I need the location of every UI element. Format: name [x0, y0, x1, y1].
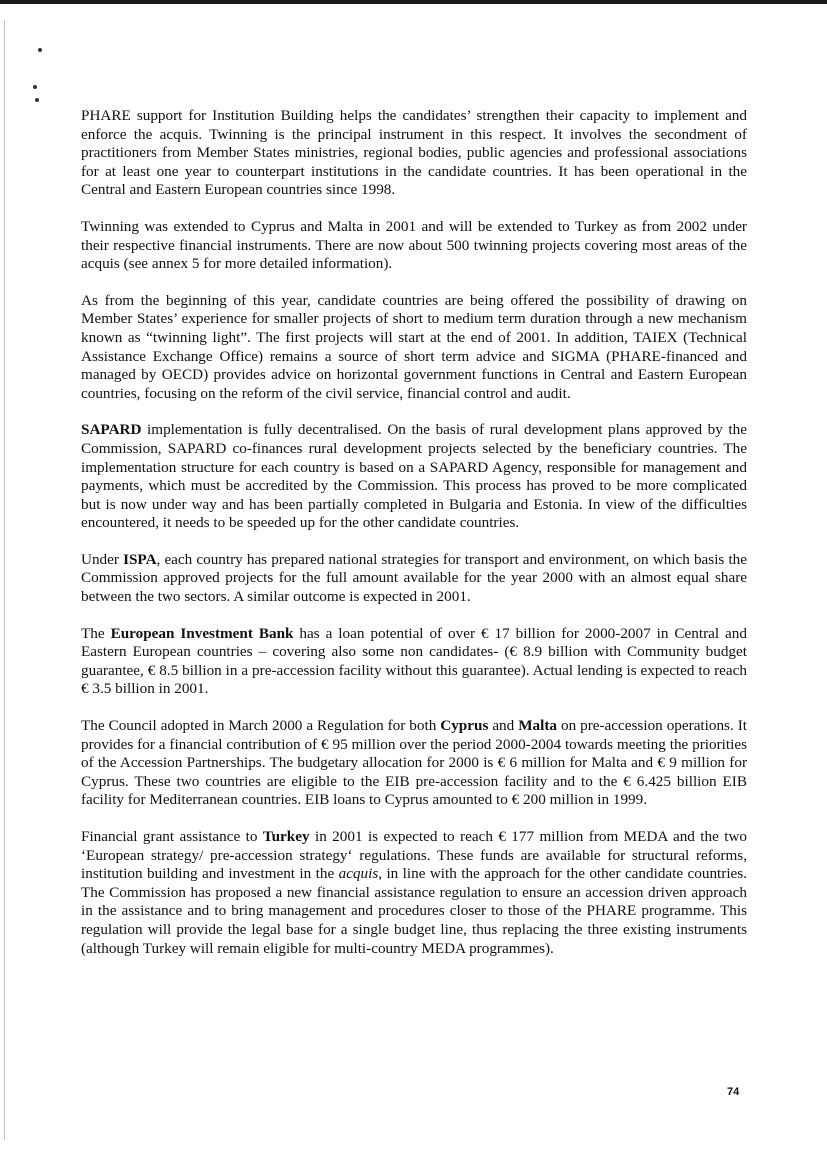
paragraph-twinning-light [81, 292, 747, 404]
paragraph-text: in 2001 is expected to reach € 177 million from MEDA and the two ‘European strategy/ pre-accession strategy‘ regulations. These funds are available for structural reforms, institution building and investment in the [81, 828, 748, 883]
paragraph-text: has a loan potential of over € 17 billion for 2000-2007 in Central and Eastern European countries – covering also some non candidates- (€ 8.9 billion with Community budget guarantee, € 8.5 billion in a pre-accession facility without this guarantee). Actual lending is expected to reach € 3.5 billion in 2001. [81, 624, 747, 698]
top-border-rule [0, 0, 827, 4]
document-body [81, 107, 747, 976]
paragraph-ispa [81, 551, 747, 607]
paragraph-text: Under [81, 550, 124, 568]
left-margin-rule [4, 20, 5, 1140]
scan-speck-dot [33, 85, 37, 89]
bold-term: Cyprus [440, 717, 489, 735]
bold-term: Turkey [262, 828, 310, 845]
bold-term: Malta [518, 717, 558, 735]
paragraph-text: implementation is fully decentralised. On the basis of rural development plans approved by the Commission, SAPARD co-finances rural development projects selected by the beneficiary countries. The implementation structure for each country is based on a SAPARD Agency, responsible for management and payments, which must be accredited by the Commission. This process has proved to be more complicated but is now under way and has been partially completed in Bulgaria and Estonia. In view of the difficulties encountered, it needs to be speeded up for the other candidate countries. [81, 421, 747, 532]
italic-term: acquis [338, 865, 379, 883]
page-number: 74 [727, 1086, 740, 1098]
paragraph-text: and [488, 717, 519, 735]
paragraph-text: Financial grant assistance to [81, 828, 263, 845]
paragraph-text: , in line with the approach for the other candidate countries. The Commission has proposed a new financial assistance regulation to ensure an accession driven approach in the assistance and to bring management and procedures closer to those of the PHARE programme. This regulation will provide the legal base for a single budget line, thus replacing the three existing instruments (although Turkey will remain eligible for multi-country MEDA programmes). [81, 865, 747, 957]
paragraph-text: The [81, 624, 111, 642]
paragraph-text: on pre-accession operations. It provides for a financial contribution of € 95 million over the period 2000-2004 towards meeting the priorities of the Accession Partnerships. The budgetary allocation for 2000 is € 6 million for Malta and € 9 million for Cyprus. These two countries are eligible to the EIB pre-accession facility and to the € 6.425 billion EIB facility for Mediterranean countries. EIB loans to Cyprus amounted to € 200 million in 1999. [81, 717, 747, 809]
paragraph-sapard [81, 421, 747, 533]
paragraph-cyprus-malta [81, 717, 747, 810]
bold-term: SAPARD [81, 421, 142, 439]
scan-speck-dot [35, 98, 39, 102]
bold-term: European Investment Bank [110, 624, 294, 642]
paragraph-twinning [81, 218, 747, 274]
scan-speck-dot [38, 48, 42, 52]
paragraph-text: The Council adopted in March 2000 a Regulation for both [81, 717, 441, 735]
paragraph-text: As from the beginning of this year, candidate countries are being offered the possibility of drawing on Member States’ experience for smaller projects of short to medium term duration through a new mechanism known as “twinning light”. The first projects will start at the end of 2001. In addition, TAIEX (Technical Assistance Exchange Office) remains a source of short term advice and SIGMA (PHARE-financed and managed by OECD) provides advice on horizontal government functions in Central and Eastern European countries, focusing on the reform of the civil service, financial control and audit. [81, 291, 747, 402]
bold-term: ISPA [123, 550, 157, 568]
paragraph-eib [81, 625, 747, 699]
paragraph-turkey [81, 828, 747, 958]
paragraph-text: Twinning was extended to Cyprus and Malta in 2001 and will be extended to Turkey as from 2002 under their respective financial instruments. There are now about 500 twinning projects covering most areas of the acquis (see annex 5 for more detailed information). [81, 217, 747, 273]
paragraph-text: PHARE support for Institution Building helps the candidates’ strengthen their capacity to implement and enforce the acquis. Twinning is the principal instrument in this respect. It involves the secondment of practitioners from Member States ministries, regional bodies, public agencies and professional associations for at least one year to counterpart institutions in the candidate countries. It has been operational in the Central and Eastern European countries since 1998. [81, 107, 747, 199]
paragraph-text: , each country has prepared national strategies for transport and environment, on which basis the Commission approved projects for the full amount available for the year 2000 with an almost equal share between the two sectors. A similar outcome is expected in 2001. [81, 550, 747, 606]
paragraph-phare [81, 107, 747, 200]
